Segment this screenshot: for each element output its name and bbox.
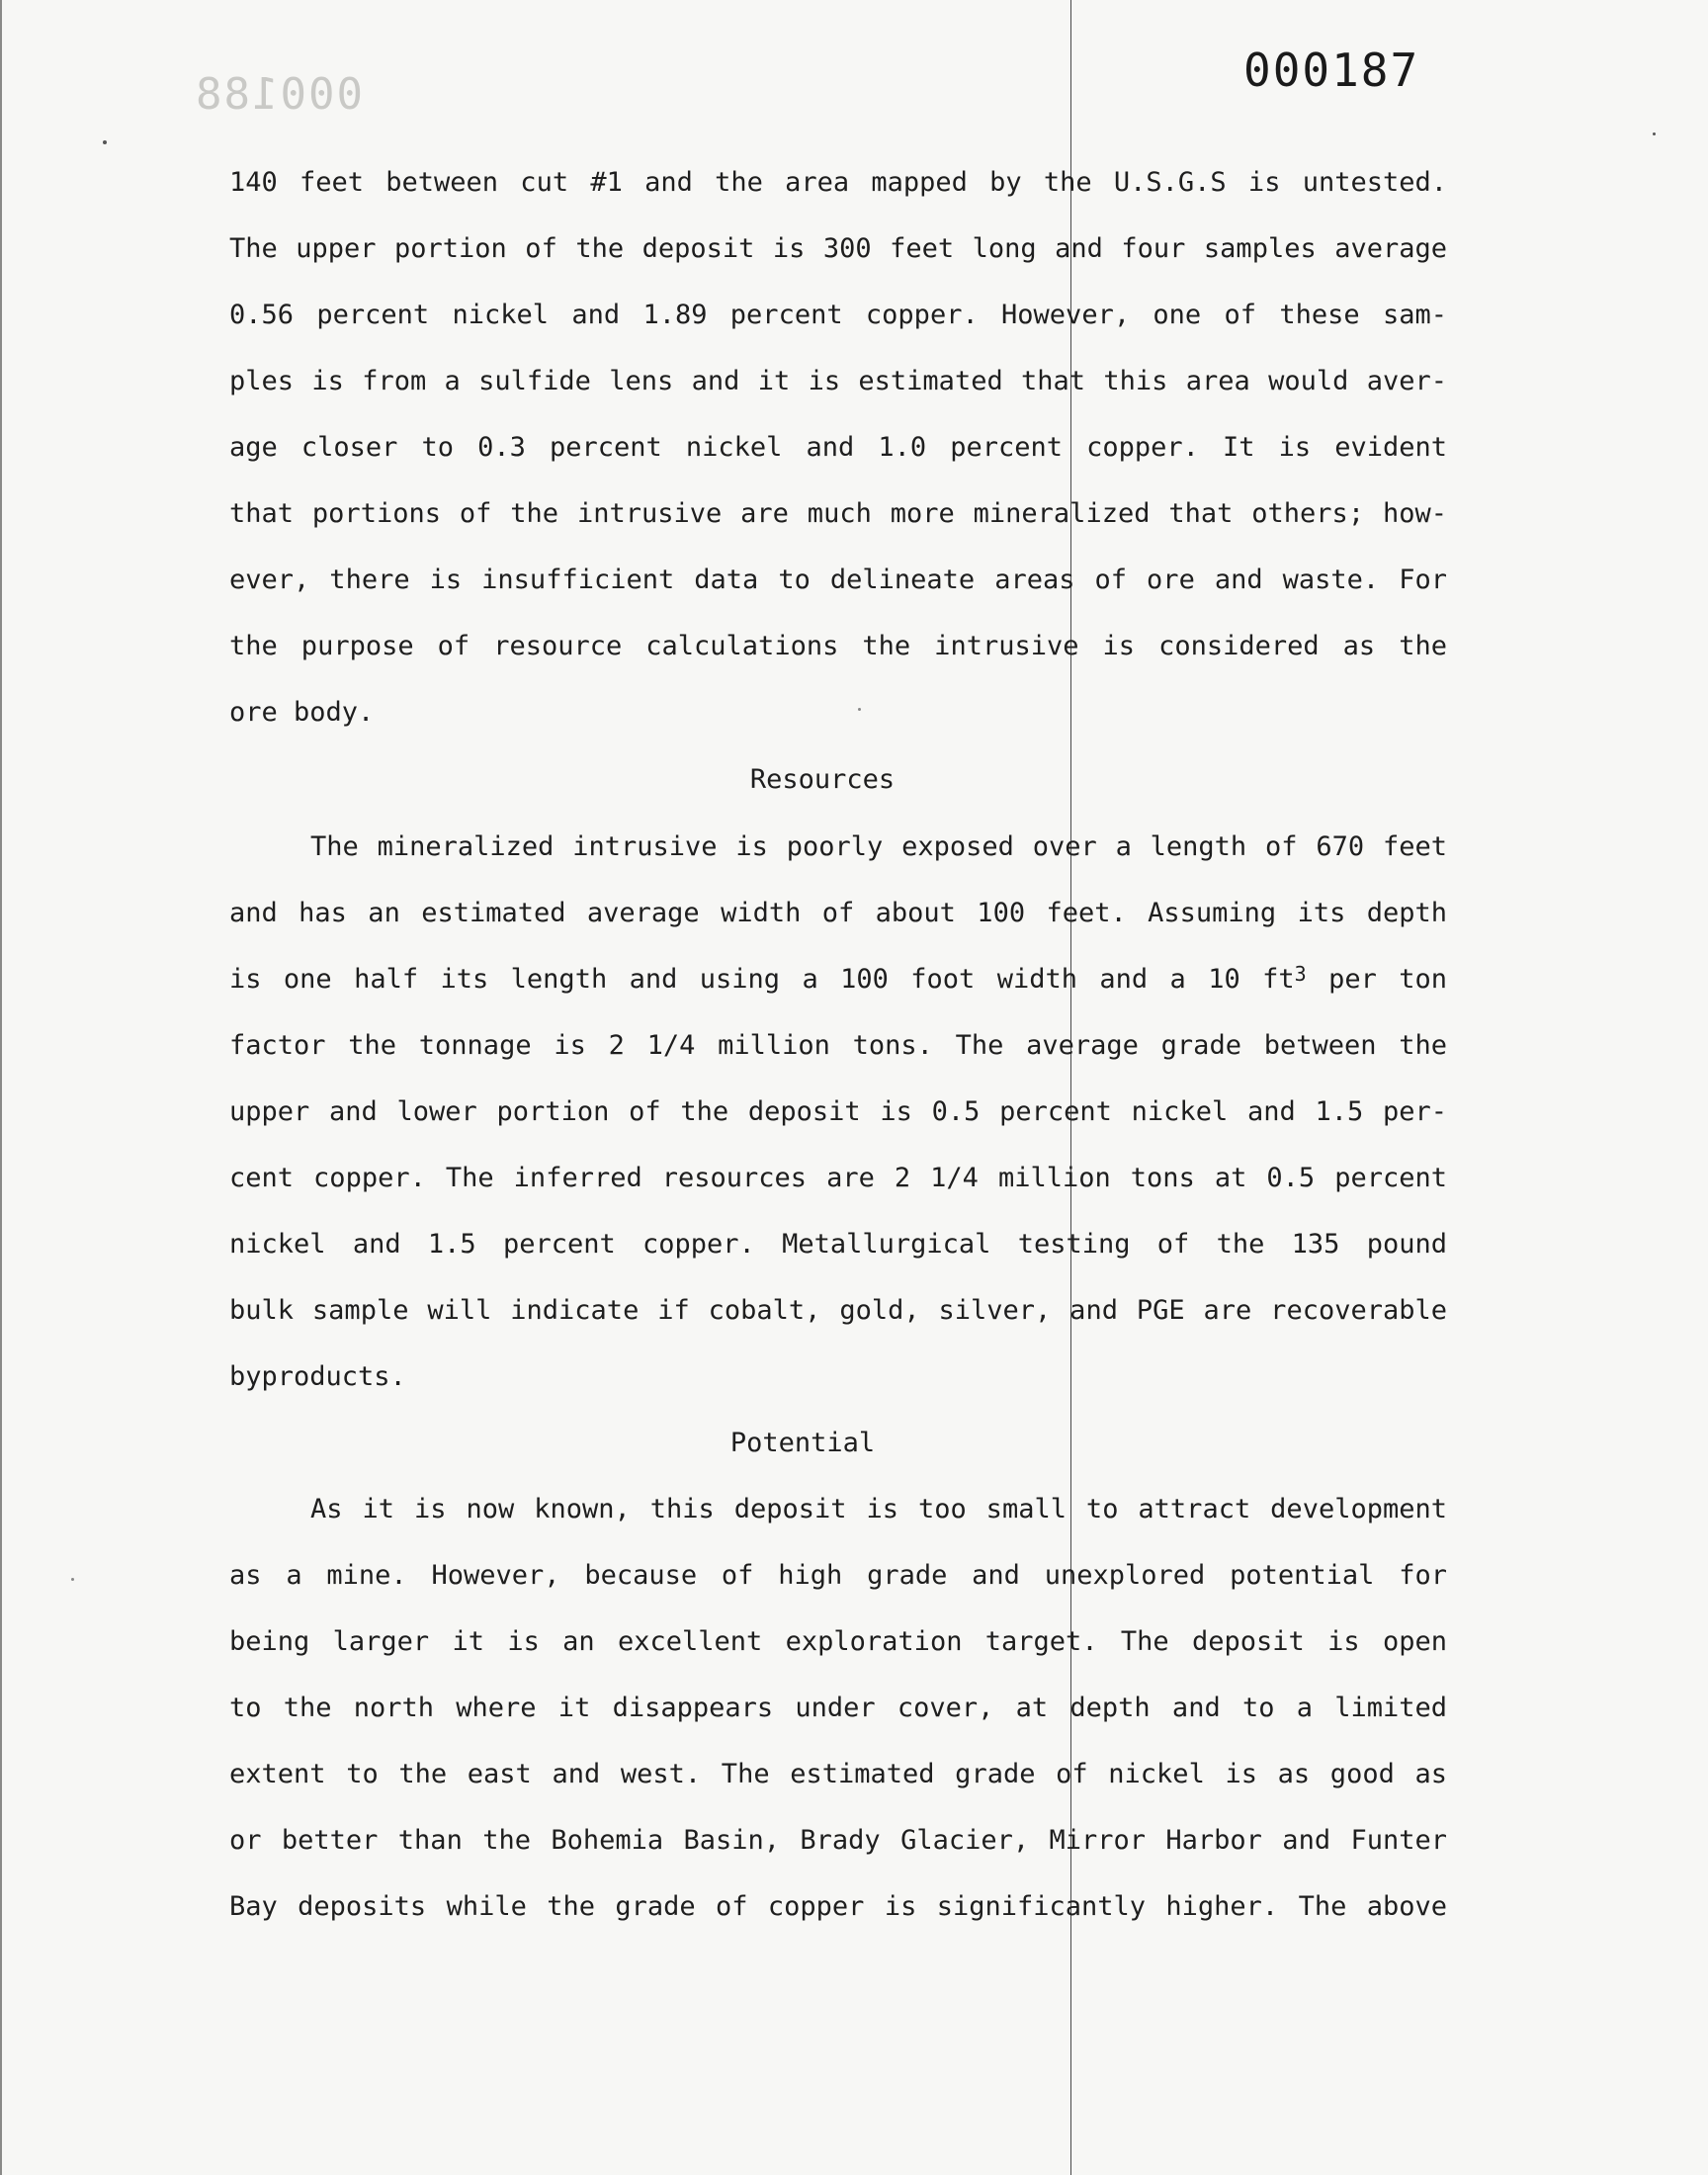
body-line: Bay deposits while the grade of copper is significantly higher. The above xyxy=(229,1891,1447,1922)
body-line: upper and lower portion of the deposit is 0.5 percent nickel and 1.5 per- xyxy=(229,1096,1447,1127)
body-line: to the north where it disappears under cover, at depth and to a limited xyxy=(229,1693,1447,1723)
body-line: as a mine. However, because of high grade and unexplored potential for xyxy=(229,1560,1447,1591)
body-line: cent copper. The inferred resources are 2 1/4 million tons at 0.5 percent xyxy=(229,1163,1447,1193)
body-line: and has an estimated average width of about 100 feet. Assuming its depth xyxy=(229,898,1447,928)
body-line: bulk sample will indicate if cobalt, gold, silver, and PGE are recoverable xyxy=(229,1295,1447,1326)
scan-speck xyxy=(858,708,861,711)
body-line-text: is one half its length and using a 100 foot width and a 10 ft xyxy=(229,964,1295,995)
section-heading-potential: Potential xyxy=(729,1428,876,1458)
body-line: byproducts. xyxy=(229,1361,406,1392)
body-line: The upper portion of the deposit is 300 feet long and four samples average xyxy=(229,233,1447,264)
section-heading-resources: Resources xyxy=(749,764,896,795)
body-line: age closer to 0.3 percent nickel and 1.0 percent copper. It is evident xyxy=(229,432,1447,463)
body-line: nickel and 1.5 percent copper. Metallurgical testing of the 135 pound xyxy=(229,1229,1447,1260)
body-line: ples is from a sulfide lens and it is estimated that this area would aver- xyxy=(229,366,1447,396)
body-line: or better than the Bohemia Basin, Brady Glacier, Mirror Harbor and Funter xyxy=(229,1825,1447,1856)
body-line xyxy=(229,963,1447,997)
body-line: factor the tonnage is 2 1/4 million tons. The average grade between the xyxy=(229,1030,1447,1061)
body-line: ore body. xyxy=(229,697,375,728)
scan-speck xyxy=(103,140,107,144)
body-line: The mineralized intrusive is poorly exposed over a length of 670 feet xyxy=(310,831,1447,862)
body-line-text: per ton xyxy=(1306,964,1448,995)
body-line: being larger it is an excellent exploration target. The deposit is open xyxy=(229,1626,1447,1657)
bleed-through-page-number: 000188 xyxy=(194,69,363,120)
page-number-stamp: 000187 xyxy=(1243,44,1420,97)
superscript: 3 xyxy=(1294,962,1307,986)
scan-speck xyxy=(71,1578,74,1581)
body-line: that portions of the intrusive are much more mineralized that others; how- xyxy=(229,498,1447,529)
body-line: ever, there is insufficient data to delineate areas of ore and waste. For xyxy=(229,565,1447,595)
body-line: 140 feet between cut #1 and the area mapped by the U.S.G.S is untested. xyxy=(229,167,1447,198)
body-line: extent to the east and west. The estimated grade of nickel is as good as xyxy=(229,1759,1447,1789)
body-line: As it is now known, this deposit is too small to attract development xyxy=(310,1494,1447,1524)
body-line: 0.56 percent nickel and 1.89 percent copper. However, one of these sam- xyxy=(229,300,1447,330)
page-left-edge xyxy=(0,0,2,2175)
scan-speck xyxy=(1653,132,1656,135)
body-line: the purpose of resource calculations the intrusive is considered as the xyxy=(229,631,1447,661)
